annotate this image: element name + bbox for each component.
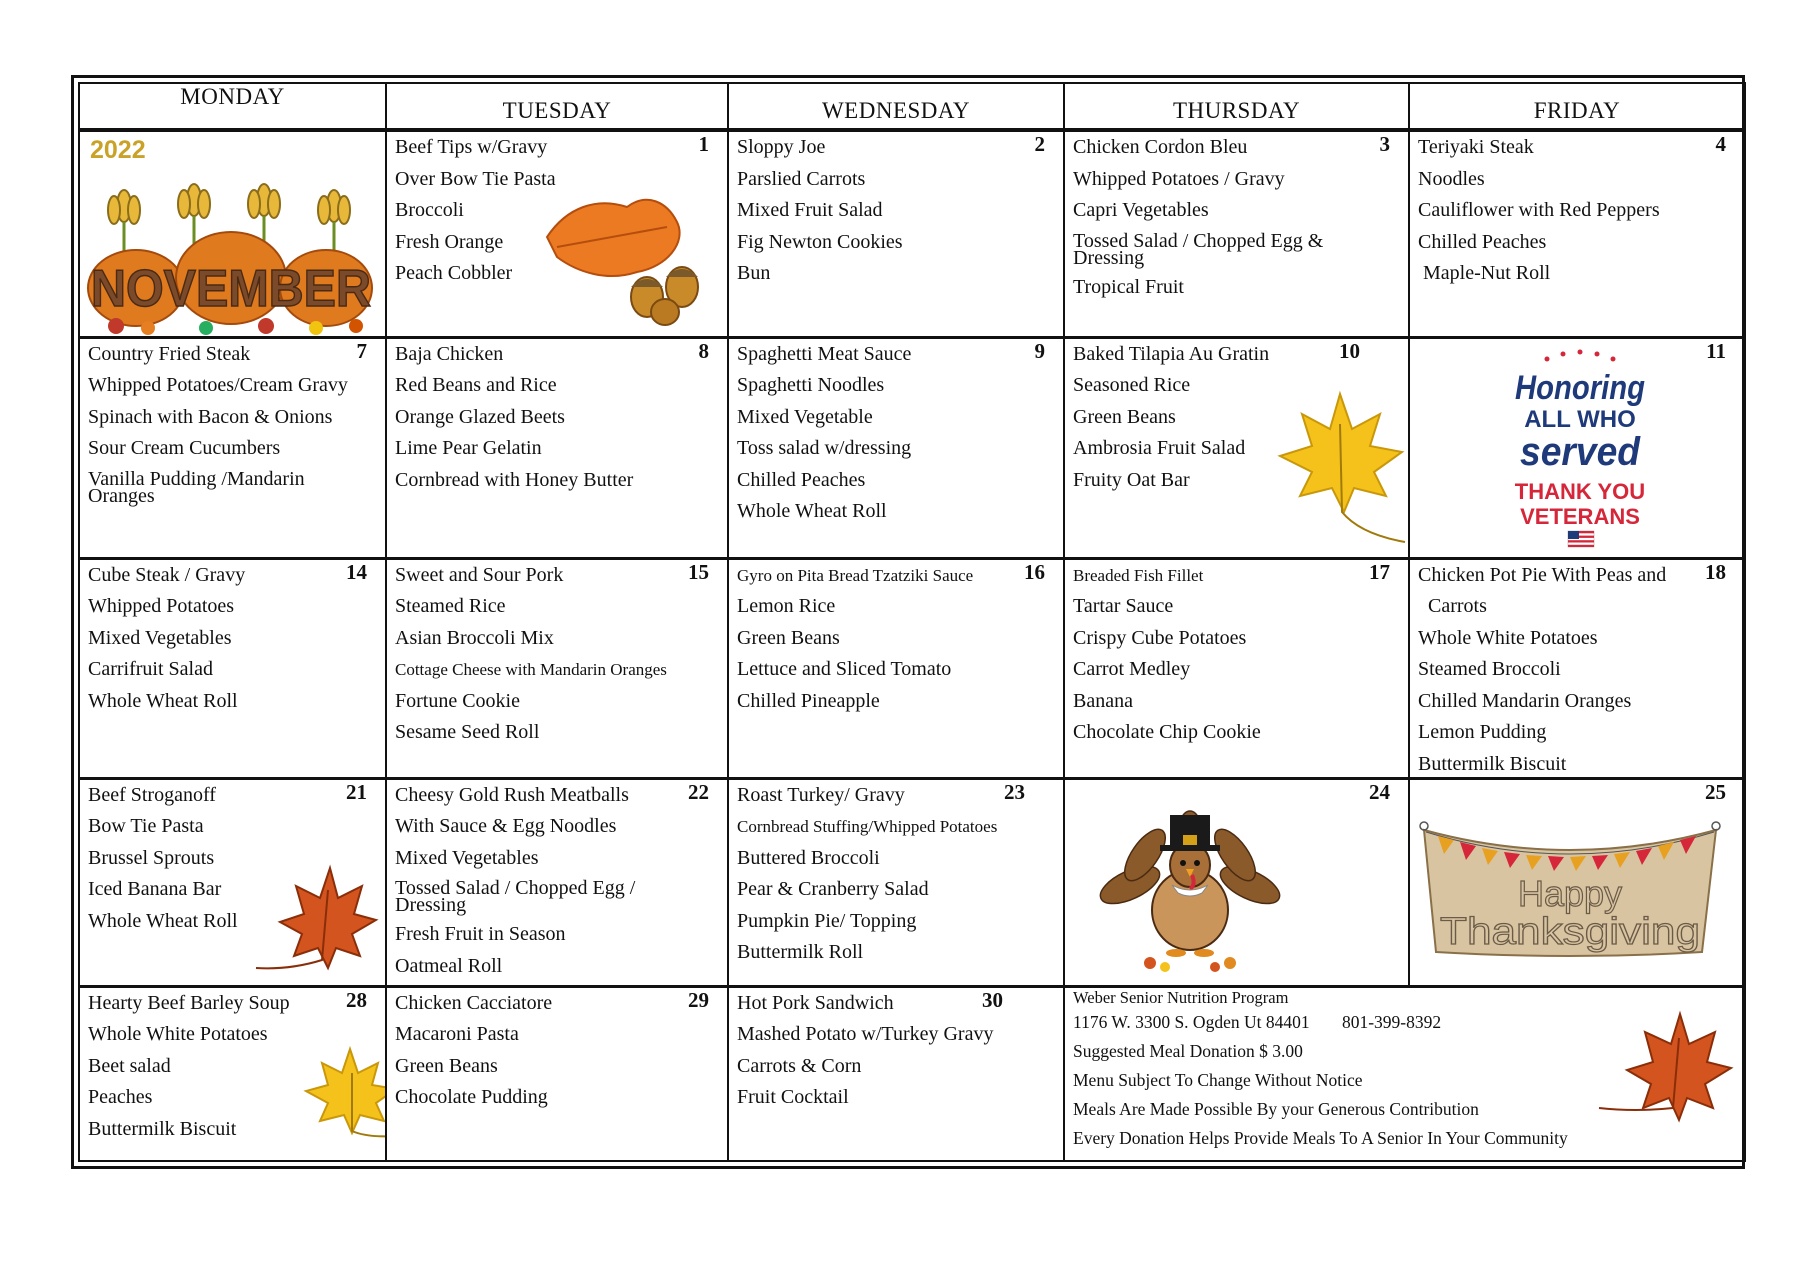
program-community: Every Donation Helps Provide Meals To A Senior In Your Community — [1073, 1127, 1568, 1148]
menu-item: Fortune Cookie — [395, 689, 520, 712]
menu-item: Tropical Fruit — [1073, 275, 1184, 298]
menu-item: Chilled Pineapple — [737, 689, 880, 712]
day-cell — [728, 130, 1064, 337]
veterans-line-1: Honoring — [1515, 368, 1646, 407]
menu-item: Chicken Cacciatore — [395, 991, 553, 1014]
menu-item: Bun — [737, 262, 771, 284]
veterans-line-3: served — [1520, 429, 1642, 474]
menu-item: Carrifruit Salad — [88, 658, 213, 680]
november-pumpkins-illustration — [86, 166, 376, 336]
day-number: 29 — [688, 987, 709, 1012]
menu-item: Baja Chicken — [395, 342, 504, 365]
program-name: Weber Senior Nutrition Program — [1073, 987, 1289, 1007]
menu-item: Bow Tie Pasta — [88, 815, 204, 837]
weekday-friday: FRIDAY — [1409, 83, 1745, 130]
menu-list — [1418, 560, 1734, 779]
day-number: 18 — [1705, 559, 1726, 584]
day-number: 7 — [356, 338, 367, 363]
menu-item: Chicken Cordon Bleu — [1073, 136, 1248, 158]
menu-item: Gyro on Pita Bread Tzatziki Sauce — [737, 565, 974, 585]
day-number: 23 — [1004, 779, 1025, 804]
menu-item: Green Beans — [395, 1054, 498, 1077]
maple-leaf-red-small-illustration — [1595, 1008, 1735, 1128]
day-cell — [386, 337, 728, 558]
menu-item: Green Beans — [737, 626, 840, 649]
menu-item: Pumpkin Pie/ Topping — [737, 909, 917, 932]
day-number: 30 — [982, 987, 1003, 1012]
veterans-line-4: THANK YOU — [1514, 478, 1646, 504]
menu-item: Toss salad w/dressing — [737, 437, 912, 459]
menu-item: Whipped Potatoes — [88, 595, 235, 617]
day-cell — [1409, 337, 1745, 558]
day-number: 21 — [346, 779, 367, 804]
menu-item: Peach Cobbler — [395, 262, 513, 284]
program-donation: Suggested Meal Donation $ 3.00 — [1073, 1040, 1303, 1061]
menu-item: Mixed Vegetable — [737, 405, 873, 428]
menu-list — [395, 988, 717, 1114]
menu-item: Maple-Nut Roll — [1418, 262, 1551, 284]
day-cell — [79, 337, 386, 558]
menu-item: Steamed Broccoli — [1418, 658, 1561, 680]
menu-item: Chilled Mandarin Oranges — [1418, 689, 1632, 712]
menu-item: Oatmeal Roll — [395, 954, 503, 977]
menu-item: Cheesy Gold Rush Meatballs — [395, 783, 629, 806]
day-cell — [728, 337, 1064, 558]
menu-item: Tartar Sauce — [1073, 595, 1174, 617]
menu-list — [737, 780, 1053, 969]
menu-item: Red Beans and Rice — [395, 374, 557, 396]
program-info-cell — [1064, 986, 1745, 1161]
menu-list — [88, 560, 375, 718]
menu-item: Green Beans — [1073, 405, 1176, 428]
day-number: 17 — [1369, 559, 1390, 584]
menu-item: Sweet and Sour Pork — [395, 563, 564, 586]
menu-item: Pear & Cranberry Salad — [737, 878, 929, 900]
menu-item: Buttermilk Biscuit — [88, 1117, 237, 1140]
menu-item: Spaghetti Noodles — [737, 374, 885, 396]
menu-item: Roast Turkey/ Gravy — [737, 783, 905, 806]
menu-item: Sesame Seed Roll — [395, 721, 540, 743]
veterans-day-illustration — [1495, 349, 1665, 549]
calendar-table — [78, 82, 1746, 1162]
menu-list — [395, 560, 717, 749]
menu-item: Mixed Fruit Salad — [737, 199, 883, 221]
maple-leaf-red-illustration — [250, 860, 380, 980]
menu-item: Sloppy Joe — [737, 136, 826, 158]
week-row — [79, 778, 1745, 986]
menu-item: Lemon Rice — [737, 595, 836, 617]
day-cell — [79, 986, 386, 1161]
veterans-line-5: VETERANS — [1520, 503, 1640, 529]
menu-item: Chicken Pot Pie With Peas and — [1418, 563, 1667, 586]
menu-item: Fresh Fruit in Season — [395, 923, 566, 945]
menu-item: Sour Cream Cucumbers — [88, 437, 281, 459]
day-cell — [386, 986, 728, 1161]
menu-item: Brussel Sprouts — [88, 846, 215, 869]
day-cell — [728, 558, 1064, 778]
menu-item: Mashed Potato w/Turkey Gravy — [737, 1023, 994, 1045]
menu-calendar — [71, 75, 1745, 1169]
menu-item: Spinach with Bacon & Onions — [88, 405, 333, 428]
day-number: 28 — [346, 987, 367, 1012]
menu-item: Cornbread Stuffing/Whipped Potatoes — [737, 817, 998, 836]
menu-list — [737, 560, 1053, 718]
weekday-tuesday: TUESDAY — [386, 83, 728, 130]
weekday-thursday: THURSDAY — [1064, 83, 1409, 130]
weekday-monday: MONDAY — [79, 83, 386, 130]
veterans-line-2: ALL WHO — [1524, 405, 1636, 433]
menu-item: Cornbread with Honey Butter — [395, 468, 634, 491]
menu-item: Over Bow Tie Pasta — [395, 167, 556, 190]
day-cell — [1409, 130, 1745, 337]
menu-list — [1418, 132, 1734, 290]
happy-thanksgiving-banner-illustration — [1410, 810, 1730, 960]
thanksgiving-line-2: Thanksgiving — [1440, 910, 1700, 953]
menu-item: Asian Broccoli Mix — [395, 626, 554, 649]
day-cell — [79, 778, 386, 986]
menu-item: Hot Pork Sandwich — [737, 991, 894, 1014]
day-cell — [386, 130, 728, 337]
menu-list — [737, 339, 1053, 528]
menu-item: Chocolate Chip Cookie — [1073, 721, 1261, 743]
year-label: 2022 — [90, 136, 146, 164]
menu-item: Carrots & Corn — [737, 1054, 862, 1077]
menu-item: Buttermilk Biscuit — [1418, 752, 1567, 775]
day-number: 4 — [1715, 132, 1726, 156]
menu-item: Parslied Carrots — [737, 167, 866, 190]
day-cell — [1064, 337, 1409, 558]
menu-item: Beef Stroganoff — [88, 783, 216, 806]
menu-item: Vanilla Pudding /Mandarin Oranges — [88, 467, 305, 507]
day-number: 2 — [1034, 132, 1045, 156]
menu-item: Capri Vegetables — [1073, 199, 1209, 221]
menu-item: Crispy Cube Potatoes — [1073, 626, 1247, 649]
menu-item: Whole Wheat Roll — [88, 909, 238, 932]
day-number: 10 — [1339, 338, 1360, 363]
menu-item: Hearty Beef Barley Soup — [88, 991, 290, 1014]
menu-item: Chocolate Pudding — [395, 1086, 548, 1108]
day-cell — [386, 778, 728, 986]
menu-item: Steamed Rice — [395, 595, 506, 617]
menu-item: Lime Pear Gelatin — [395, 437, 542, 459]
day-number: 22 — [688, 779, 709, 804]
menu-item: Fig Newton Cookies — [737, 230, 903, 253]
day-number: 15 — [688, 559, 709, 584]
menu-item: Chilled Peaches — [1418, 230, 1547, 253]
menu-item: Chilled Peaches — [737, 468, 866, 491]
menu-item: Whipped Potatoes / Gravy — [1073, 167, 1285, 190]
pilgrim-turkey-illustration — [1090, 785, 1290, 985]
oak-leaf-acorns-illustration — [537, 187, 717, 327]
day-cell — [1064, 558, 1409, 778]
menu-item: Lemon Pudding — [1418, 721, 1547, 743]
menu-item: Iced Banana Bar — [88, 878, 222, 900]
menu-item: Seasoned Rice — [1073, 374, 1191, 396]
menu-item: Breaded Fish Fillet — [1073, 565, 1204, 585]
november-label: NOVEMBER — [91, 260, 371, 318]
day-number: 8 — [698, 338, 709, 363]
week-row — [79, 986, 1745, 1161]
day-number: 24 — [1369, 779, 1390, 804]
program-notice: Menu Subject To Change Without Notice — [1073, 1069, 1363, 1090]
program-address: 1176 W. 3300 S. Ogden Ut 84401 — [1073, 1011, 1310, 1032]
menu-item: Cauliflower with Red Peppers — [1418, 199, 1660, 221]
menu-item: Baked Tilapia Au Gratin — [1073, 342, 1270, 365]
day-cell — [728, 986, 1064, 1161]
menu-list — [1073, 132, 1398, 303]
program-phone: 801-399-8392 — [1341, 1011, 1442, 1032]
program-contribution: Meals Are Made Possible By your Generous Contribution — [1073, 1098, 1479, 1119]
week-row — [79, 337, 1745, 558]
menu-item: Macaroni Pasta — [395, 1023, 519, 1045]
menu-item: Broccoli — [395, 199, 464, 221]
weekday-wednesday: WEDNESDAY — [728, 83, 1064, 130]
day-cell — [728, 778, 1064, 986]
maple-leaf-yellow-small-illustration — [300, 1043, 386, 1143]
menu-item: Spaghetti Meat Sauce — [737, 342, 912, 365]
menu-item: Ambrosia Fruit Salad — [1073, 437, 1246, 459]
day-cell — [1409, 778, 1745, 986]
menu-item: Peaches — [88, 1086, 153, 1108]
day-number: 1 — [698, 132, 709, 156]
week-row — [79, 558, 1745, 778]
menu-item: Whole White Potatoes — [1418, 626, 1598, 649]
day-cell — [386, 558, 728, 778]
menu-list — [88, 339, 375, 510]
day-number: 3 — [1379, 132, 1390, 156]
menu-item: Fresh Orange — [395, 230, 504, 253]
day-cell — [79, 558, 386, 778]
menu-item: Mixed Vegetables — [88, 626, 232, 649]
menu-item: Buttermilk Roll — [737, 941, 864, 963]
menu-list — [737, 132, 1053, 290]
thanksgiving-line-1: Happy — [1517, 872, 1623, 914]
menu-item: Cottage Cheese with Mandarin Oranges — [395, 660, 667, 679]
menu-item: Whole Wheat Roll — [737, 500, 887, 522]
menu-item: Beet salad — [88, 1054, 171, 1077]
menu-item: Fruit Cocktail — [737, 1086, 849, 1108]
menu-item: Whole Wheat Roll — [88, 689, 238, 712]
us-flag-icon — [1568, 531, 1594, 547]
day-number: 14 — [346, 559, 367, 584]
day-cell — [1409, 558, 1745, 778]
menu-item: Banana — [1073, 689, 1133, 712]
menu-item: Carrot Medley — [1073, 658, 1191, 680]
menu-item: Carrots — [1418, 595, 1487, 617]
menu-item: Tossed Salad / Chopped Egg & Dressing — [1073, 229, 1324, 269]
menu-item: Fruity Oat Bar — [1073, 468, 1190, 491]
menu-list — [1073, 560, 1398, 749]
menu-item: Tossed Salad / Chopped Egg / Dressing — [395, 877, 636, 916]
menu-item: Orange Glazed Beets — [395, 405, 565, 428]
menu-item: Teriyaki Steak — [1418, 136, 1534, 158]
maple-leaf-yellow-illustration — [1270, 384, 1409, 544]
day-number: 9 — [1034, 338, 1045, 363]
weekday-header-row — [79, 83, 1745, 130]
day-cell — [1064, 778, 1409, 986]
menu-list — [395, 339, 717, 497]
menu-item: Whipped Potatoes/Cream Gravy — [88, 374, 348, 396]
day-cell — [1064, 130, 1409, 337]
menu-item: Noodles — [1418, 167, 1485, 190]
menu-item: Beef Tips w/Gravy — [395, 136, 548, 158]
menu-item: Buttered Broccoli — [737, 846, 880, 869]
menu-item: Country Fried Steak — [88, 342, 251, 365]
day-cell-nov-art — [79, 130, 386, 337]
week-row — [79, 130, 1745, 337]
day-number: 11 — [1706, 338, 1726, 363]
menu-item: With Sauce & Egg Noodles — [395, 815, 617, 837]
menu-item: Mixed Vegetables — [395, 846, 539, 869]
menu-item: Lettuce and Sliced Tomato — [737, 658, 952, 680]
menu-list — [737, 988, 1053, 1114]
menu-list — [395, 780, 717, 983]
menu-item: Cube Steak / Gravy — [88, 563, 246, 586]
day-number: 25 — [1705, 779, 1726, 804]
menu-item: Whole White Potatoes — [88, 1023, 268, 1045]
day-number: 16 — [1024, 559, 1045, 584]
